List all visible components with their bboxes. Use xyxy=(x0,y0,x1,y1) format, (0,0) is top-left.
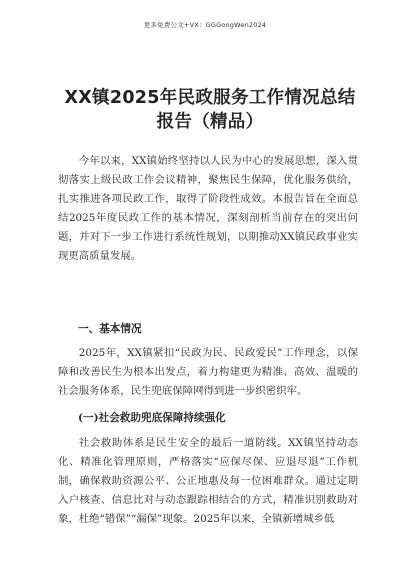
document-title: XX镇2025年民政服务工作情况总结报告（精品） xyxy=(64,88,356,132)
subsection-1-paragraph: 社会救助体系是民生安全的最后一道防线。XX镇坚持动态化、精准化管理原则，严格落实“应保尽保、应退尽退”工作机制，确保救助资源公平、公正地惠及每一位困难群众。通过定期入户核查、信息比对与动态跟踪相结合的方式，精准识别救助对象，杜绝“错保”“漏保”现象。2025年以来，全镇新增城乡低 xyxy=(58,437,358,525)
section-1-paragraph: 2025年，XX镇紧扣“民政为民、民政爱民”工作理念，以保障和改善民生为根本出发点，着力构建更为精准、高效、温暖的社会服务体系，民生兜底保障网得到进一步织密织牢。 xyxy=(58,347,358,397)
section-heading-basic-situation: 一、基本情况 xyxy=(78,323,142,335)
header-note: 更多免费公文+VX：GGGongWen2024 xyxy=(143,21,267,29)
subsection-heading-social-assistance: (一)社会救助兜底保障持续强化 xyxy=(78,412,226,424)
intro-paragraph: 今年以来，XX镇始终坚持以人民为中心的发展思想，深入贯彻落实上级民政工作会议精神，聚焦民生保障，优化服务供给，扎实推进各项民政工作，取得了阶段性成效。本报告旨在全面总结2025年度民政工作的基本情况，深刻剖析当前存在的突出问题，并对下一步工作进行系统性规划，以期推动XX镇民政事业实现更高质量发展。 xyxy=(58,155,358,262)
